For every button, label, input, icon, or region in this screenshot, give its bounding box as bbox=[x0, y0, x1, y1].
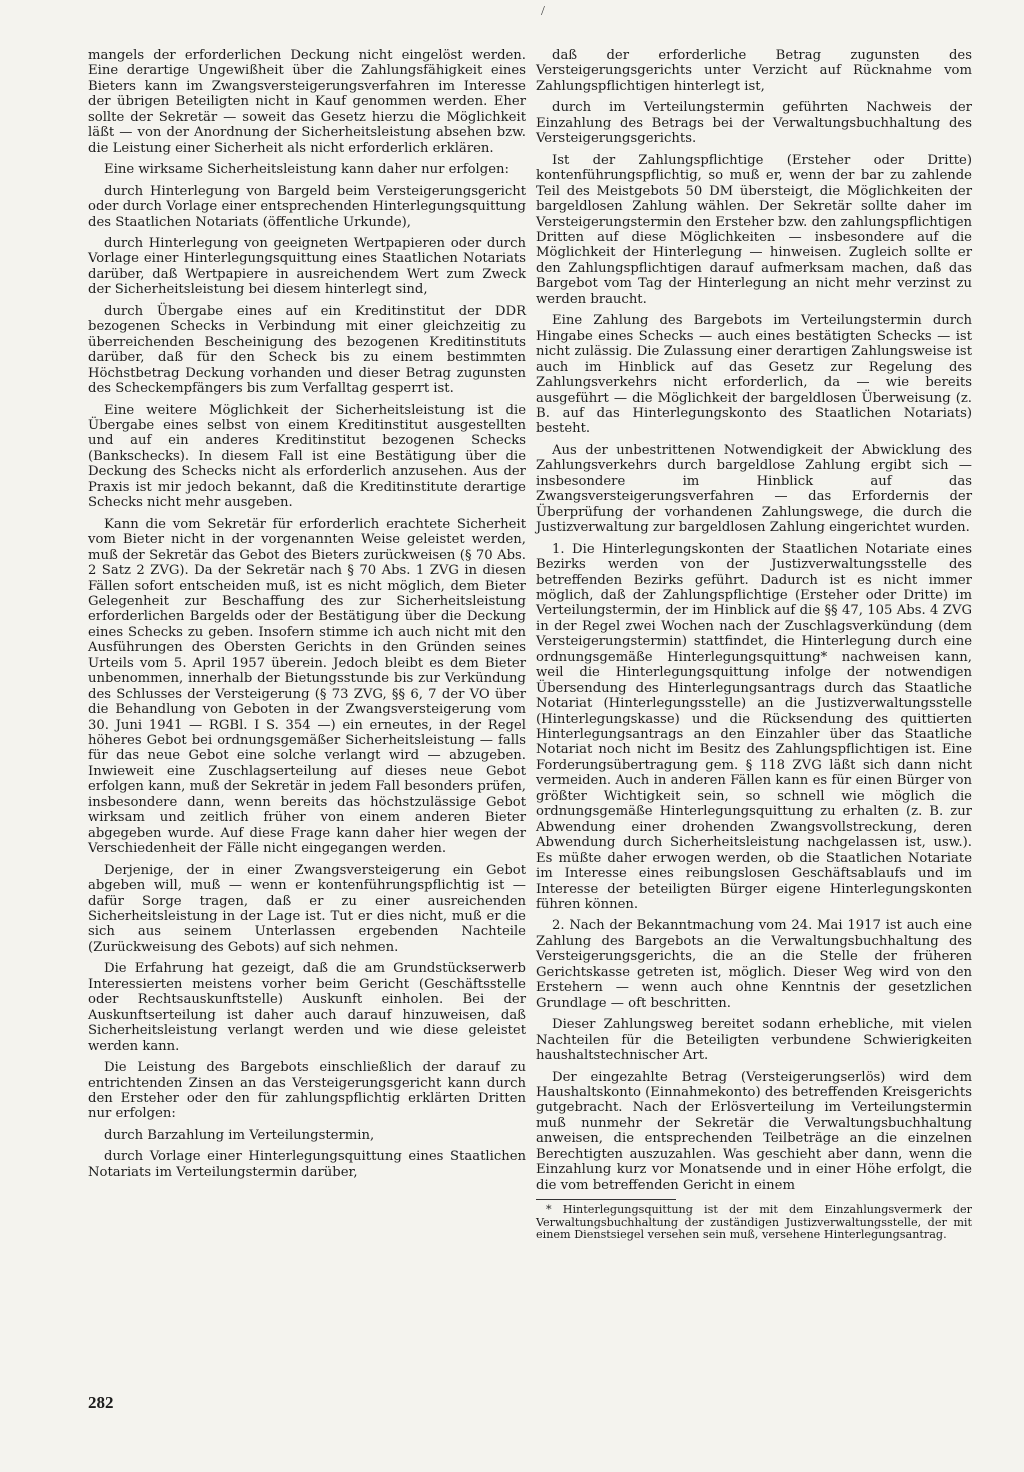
paragraph: durch Vorlage einer Hinterlegungsquittung eines Staatlichen Notariats im Verteilungstermin darüber, bbox=[88, 1149, 526, 1180]
left-column bbox=[88, 48, 526, 1186]
paragraph: 1. Die Hinterlegungskonten der Staatlichen Notariate eines Bezirks werden von der Justizverwaltungsstelle des betreffenden Bezirks geführt. Dadurch ist es nicht immer möglich, daß der Zahlungspflichtige (Ersteher oder Dritte) im Verteilungstermin, der im Hinblick auf die §§ 47, 105 Abs. 4 ZVG in der Regel zwei Wochen nach der Zuschlagsverkündung (dem Versteigerungstermin) stattfindet, die Hinterlegung durch eine ordnungsgemäße Hinterlegungsquittung* nachweisen kann, weil die Hinterlegungsquittung infolge der notwendigen Übersendung des Hinterlegungsantrags durch das Staatliche Notariat (Hinterlegungsstelle) an die Justizverwaltungsstelle (Hinterlegungskasse) und die Rücksendung des quittierten Hinterlegungsantrags an den Einzahler über das Staatliche Notariat noch nicht im Besitz des Zahlungspflichtigen ist. Eine Forderungsübertragung gem. § 118 ZVG läßt sich dann nicht vermeiden. Auch in anderen Fällen kann es für einen Bürger von größter Wichtigkeit sein, so schnell wie möglich die ordnungsgemäße Hinterlegungsquittung zu erhalten (z. B. zur Abwendung einer drohenden Zwangsvollstreckung, deren Abwendung durch Sicherheitsleistung nachgelassen ist, usw.). Es müßte daher erwogen werden, ob die Staatlichen Notariate im Interesse eines reibungslosen Geschäftsablaufs und im Interesse der beteiligten Bürger eigene Hinterlegungskonten führen können. bbox=[536, 541, 972, 913]
paragraph: durch Hinterlegung von geeigneten Wertpapieren oder durch Vorlage einer Hinterlegungsquittung eines Staatlichen Notariats darüber, daß Wertpapiere in ausreichendem Wert zum Zweck der Sicherheitsleistung bei diesem hinterlegt sind, bbox=[88, 235, 526, 298]
paragraph: 2. Nach der Bekanntmachung vom 24. Mai 1917 ist auch eine Zahlung des Bargebots an die Verwaltungsbuchhaltung des Versteigerungsgerichts, die an die Stelle der früheren Gerichtskasse getreten ist, möglich. Dieser Weg wird von den Erstehern — wenn auch ohne Kenntnis der gesetzlichen Grundlage — oft beschritten. bbox=[536, 918, 972, 1011]
paragraph: Eine Zahlung des Bargebots im Verteilungstermin durch Hingabe eines Schecks — auch eines bestätigten Schecks — ist nicht zulässig. Die Zulassung einer derartigen Zahlungsweise ist auch im Hinblick auf das Gesetz zur Regelung des Zahlungsverkehrs nicht erforderlich, da — wie bereits ausgeführt — die Möglichkeit der bargeldlosen Überweisung (z. B. auf das Hinterlegungskonto des Staatlichen Notariats) besteht. bbox=[536, 313, 972, 437]
paragraph: Derjenige, der in einer Zwangsversteigerung ein Gebot abgeben will, muß — wenn er kontenführungspflichtig ist — dafür Sorge tragen, daß er zu einer ausreichenden Sicherheitsleistung in der Lage ist. Tut er dies nicht, muß er die sich aus seinem Unterlassen ergebenden Nachteile (Zurückweisung des Gebots) auf sich nehmen. bbox=[88, 862, 526, 955]
paragraph: Eine wirksame Sicherheitsleistung kann daher nur erfolgen: bbox=[104, 162, 509, 178]
paragraph: durch im Verteilungstermin geführten Nachweis der Einzahlung des Betrags bei der Verwaltungsbuchhaltung des Versteigerungsgerichts. bbox=[536, 100, 972, 147]
paragraph: Dieser Zahlungsweg bereitet sodann erhebliche, mit vielen Nachteilen für die Beteiligten verbundene Schwierigkeiten haushaltstechnischer Art. bbox=[536, 1017, 972, 1064]
paragraph: Aus der unbestrittenen Notwendigkeit der Abwicklung des Zahlungsverkehrs durch bargeldlose Zahlung ergibt sich — insbesondere im Hinblick auf das Zwangsversteigerungsverfahren — das Erfordernis der Überprüfung der vorhandenen Zahlungswege, die durch die Justizverwaltung zur bargeldlosen Zahlung eingerichtet wurden. bbox=[536, 442, 972, 536]
paragraph: durch Hinterlegung von Bargeld beim Versteigerungsgericht oder durch Vorlage einer entsprechenden Hinterlegungsquittung des Staatlichen Notariats (öffentliche Urkunde), bbox=[88, 183, 526, 230]
footnote: * Hinterlegungsquittung ist der mit dem Einzahlungsvermerk der Verwaltungsbuchhaltung der zuständigen Justizverwaltungsstelle, der mit einem Dienstsiegel versehen sein muß, versehene Hinterlegungsantrag. bbox=[536, 1203, 972, 1242]
paragraph: Kann die vom Sekretär für erforderlich erachtete Sicherheit vom Bieter nicht in der vorgenannten Weise geleistet werden, muß der Sekretär das Gebot des Bieters zurückweisen (§ 70 Abs. 2 Satz 2 ZVG). Da der Sekretär nach § 70 Abs. 1 ZVG in diesen Fällen sofort entscheiden muß, ist es nicht möglich, dem Bieter Gelegenheit zur Beschaffung des zur Sicherheitsleistung erforderlichen Bargelds oder der Bestätigung über die Deckung eines Schecks zu geben. Insofern stimme ich auch nicht mit den Ausführungen des Obersten Gerichts in den Gründen seines Urteils vom 5. April 1957 überein. Jedoch bleibt es dem Bieter unbenommen, innerhalb der Bietungsstunde bis zur Verkündung des Schlusses der Versteigerung (§ 73 ZVG, §§ 6, 7 der VO über die Behandlung von Geboten in der Zwangsversteigerung vom 30. Juni 1941 — RGBl. I S. 354 —) ein erneutes, in der Regel höheres Gebot bei ordnungsgemäßer Sicherheitsleistung — falls für das neue Gebot eine solche verlangt wird — abzugeben. Inwieweit eine Zuschlagserteilung auf dieses neue Gebot erfolgen kann, muß der Sekretär in jedem Fall besonders prüfen, insbesondere dann, wenn bereits das höchstzulässige Gebot wirksam und zeitlich früher von einem anderen Bieter abgegeben wurde. Auf diese Frage kann daher hier wegen der Verschiedenheit der Fälle nicht eingegangen werden. bbox=[88, 516, 526, 857]
paragraph: Die Erfahrung hat gezeigt, daß die am Grundstückserwerb Interessierten meistens vorher beim Gericht (Geschäftsstelle oder Rechtsauskunftstelle) Auskunft einholen. Bei der Auskunftserteilung ist daher auch darauf hinzuweisen, daß Sicherheitsleistung verlangt werden und wie diese geleistet werden kann. bbox=[88, 961, 526, 1054]
paragraph: daß der erforderliche Betrag zugunsten des Versteigerungsgerichts unter Verzicht auf Rücknahme vom Zahlungspflichtigen hinterlegt ist, bbox=[536, 48, 972, 94]
paragraph: durch Barzahlung im Verteilungstermin, bbox=[104, 1127, 375, 1143]
paragraph: durch Übergabe eines auf ein Kreditinstitut der DDR bezogenen Schecks in Verbindung mit einer gleichzeitig zu überreichenden Bescheinigung des bezogenen Kreditinstituts darüber, daß für den Scheck bis zu einem bestimmten Höchstbetrag Deckung vorhanden und dieser Betrag zugunsten des Scheckempfängers bis zum Verfalltag gesperrt ist. bbox=[88, 303, 526, 397]
paragraph: Eine weitere Möglichkeit der Sicherheitsleistung ist die Übergabe eines selbst von einem Kreditinstitut ausgestellten und auf ein anderes Kreditinstitut bezogenen Schecks (Bankschecks). In diesem Fall ist eine Bestätigung über die Deckung des Schecks nicht als erforderlich anzusehen. Aus der Praxis ist mir jedoch bekannt, daß die Kreditinstitute derartige Schecks nicht mehr ausgeben. bbox=[88, 402, 526, 511]
right-column-body bbox=[536, 48, 972, 1193]
page-number: 282 bbox=[88, 1393, 114, 1412]
margin-mark: / bbox=[541, 4, 545, 19]
paragraph: mangels der erforderlichen Deckung nicht eingelöst werden. Eine derartige Ungewißheit über die Zahlungsfähigkeit eines Bieters kann im Zwangsversteigerungsverfahren im Interesse der übrigen Beteiligten nicht in Kauf genommen werden. Eher sollte der Sekretär — soweit das Gesetz hierzu die Möglichkeit läßt — von der Anordnung der Sicherheitsleistung absehen bzw. die Leistung einer Sicherheit als nicht erforderlich erklären. bbox=[88, 48, 526, 156]
paragraph: Die Leistung des Bargebots einschließlich der darauf zu entrichtenden Zinsen an das Versteigerungsgericht kann durch den Ersteher oder den für zahlungspflichtig erklärten Dritten nur erfolgen: bbox=[88, 1060, 526, 1122]
paragraph: Ist der Zahlungspflichtige (Ersteher oder Dritte) kontenführungspflichtig, so muß er, wenn der bar zu zahlende Teil des Meistgebots 50 DM übersteigt, die Möglichkeiten der bargeldlosen Zahlung wählen. Der Sekretär sollte daher im Versteigerungstermin den Ersteher bzw. den zahlungspflichtigen Dritten auf diese Möglichkeiten — insbesondere auf die Möglichkeit der Hinterlegung — hinweisen. Zugleich sollte er den Zahlungspflichtigen darauf aufmerksam machen, daß das Bargebot vom Tag der Hinterlegung an nicht mehr verzinst zu werden braucht. bbox=[536, 152, 972, 307]
paragraph: Der eingezahlte Betrag (Versteigerungserlös) wird dem Haushaltskonto (Einnahmekonto) des betreffenden Kreisgerichts gutgebracht. Nach der Erlösverteilung im Verteilungstermin muß nunmehr der Sekretär die Verwaltungsbuchhaltung anweisen, die entsprechenden Teilbeträge an die einzelnen Berechtigten auszuzahlen. Was geschieht aber dann, wenn die Einzahlung kurz vor Monatsende und in einer Höhe erfolgt, die die vom betreffenden Gericht in einem bbox=[536, 1069, 972, 1193]
right-column bbox=[536, 48, 972, 1242]
footnote-divider bbox=[536, 1199, 676, 1200]
